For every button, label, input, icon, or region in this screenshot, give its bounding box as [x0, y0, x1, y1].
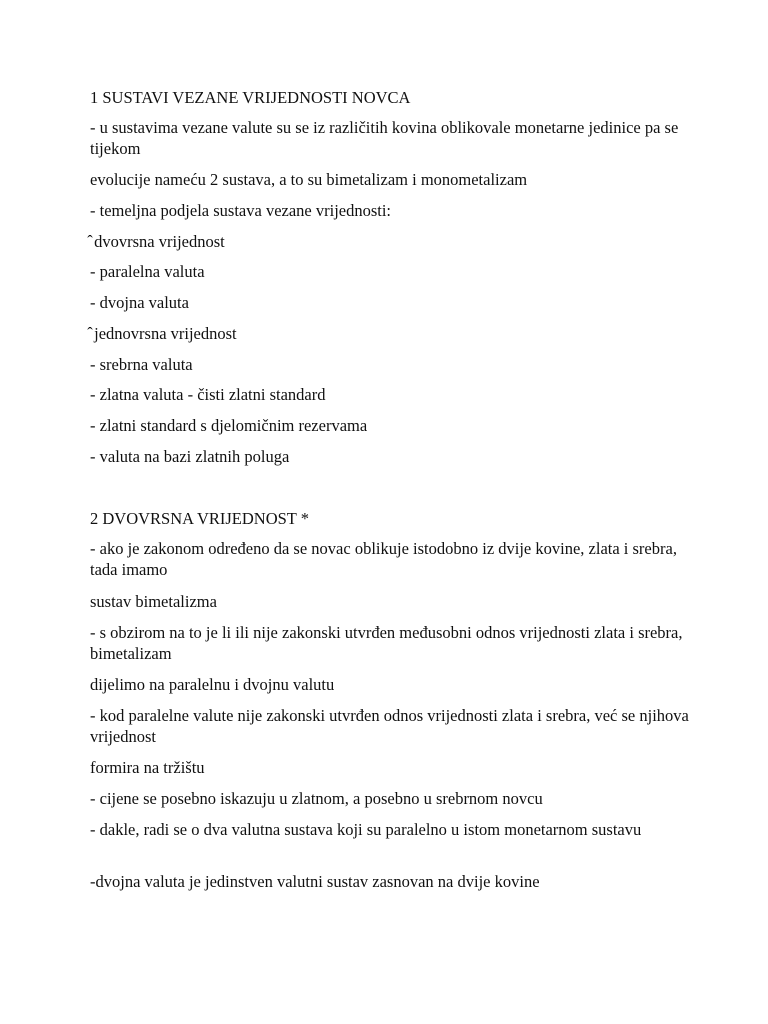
section-1-line-9: - zlatna valuta - čisti zlatni standard [90, 385, 326, 404]
section-1-line-10: - zlatni standard s djelomičnim rezervama [90, 416, 368, 435]
section-1-line-1: - u sustavima vezane valute su se iz različitih kovina oblikovale monetarne jedinice pa se tijekom [90, 118, 679, 158]
section-2-line-7: - cijene se posebno iskazuju u zlatnom, a posebno u srebrnom novcu [90, 789, 543, 808]
section-2-line-3: - s obzirom na to je li ili nije zakonski utvrđen međusobni odnos vrijednosti zlata i srebra, bimetalizam [90, 623, 683, 663]
section-1-line-8: - srebrna valuta [90, 355, 193, 374]
section-2-line-9: -dvojna valuta je jedinstven valutni sustav zasnovan na dvije kovine [90, 872, 540, 891]
section-2-line-2: sustav bimetalizma [90, 592, 217, 611]
section-1-heading: 1 SUSTAVI VEZANE VRIJEDNOSTI NOVCA [90, 88, 411, 107]
section-1-line-5: - paralelna valuta [90, 262, 205, 281]
section-2-line-4: dijelimo na paralelnu i dvojnu valutu [90, 675, 335, 694]
section-2-line-8: - dakle, radi se o dva valutna sustava koji su paralelno u istom monetarnom sustavu [90, 820, 642, 839]
section-1-line-6: - dvojna valuta [90, 293, 189, 312]
section-2-line-5: - kod paralelne valute nije zakonski utvrđen odnos vrijednosti zlata i srebra, već se njihova vrijednost [90, 706, 689, 746]
section-1-line-3: - temeljna podjela sustava vezane vrijednosti: [90, 201, 392, 220]
section-1-line-7: ̂ jednovrsna vrijednost [90, 324, 237, 343]
section-2-heading: 2 DVOVRSNA VRIJEDNOST * [90, 509, 309, 528]
section-1-line-11: - valuta na bazi zlatnih poluga [90, 447, 290, 466]
section-2-line-6: formira na tržištu [90, 758, 205, 777]
section-1-line-4: ̂ dvovrsna vrijednost [90, 232, 225, 251]
section-2-line-1: - ako je zakonom određeno da se novac oblikuje istodobno iz dvije kovine, zlata i srebra, tada imamo [90, 539, 677, 579]
section-1-line-2: evolucije nameću 2 sustava, a to su bimetalizam i monometalizam [90, 170, 528, 189]
